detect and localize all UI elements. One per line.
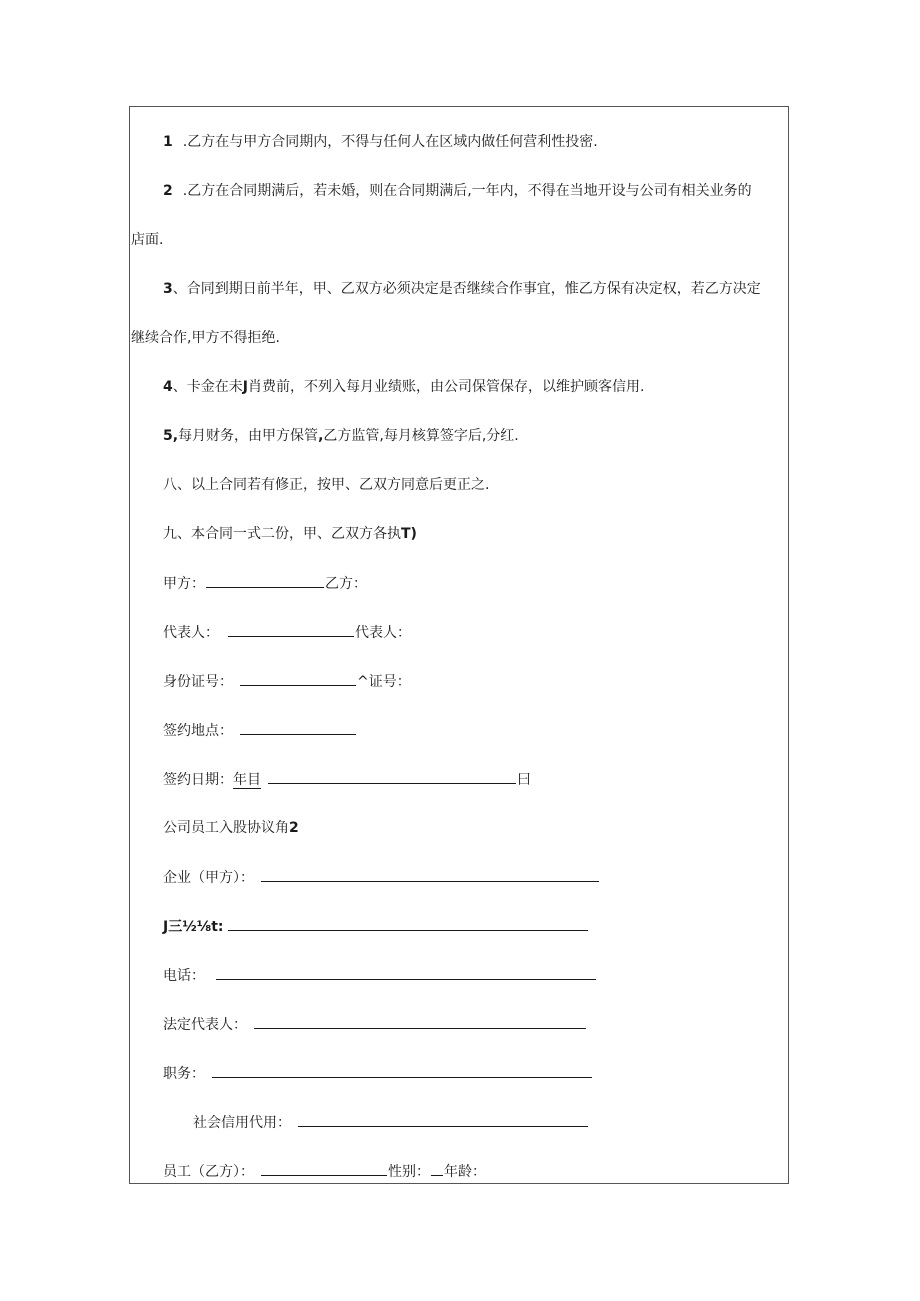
signing-place-label: 签约地点： — [163, 723, 233, 739]
company-blank[interactable] — [261, 867, 599, 882]
clause-number: 2 — [163, 183, 173, 199]
clause-bold-glyph: J — [242, 379, 248, 395]
company-label: 企业（甲方）： — [163, 870, 254, 886]
id-a-label: 身份证号： — [163, 674, 233, 690]
legal-rep-label: 法定代表人： — [163, 1017, 247, 1033]
credit-code-line — [193, 1112, 589, 1133]
clause-text: 、合同到期日前半年，甲、乙双方必须决定是否继续合作事宜，惟乙方保有决定权，若乙方决定 — [172, 281, 761, 297]
clause-number: 4 — [163, 379, 173, 395]
party-line — [163, 573, 367, 594]
clause-5 — [163, 426, 519, 446]
signing-place-line — [163, 720, 357, 741]
id-b-label: ^证号： — [357, 674, 411, 690]
legal-rep-blank[interactable] — [254, 1014, 586, 1029]
phone-blank[interactable] — [216, 965, 596, 980]
employee-line — [163, 1161, 486, 1182]
clause-3 — [163, 279, 761, 299]
credit-code-blank[interactable] — [298, 1112, 588, 1127]
clause-1 — [163, 132, 598, 152]
party-b-label: 乙方： — [325, 576, 367, 592]
credit-code-label: 社会信用代用： — [193, 1115, 291, 1131]
position-label: 职务： — [163, 1066, 205, 1082]
rep-b-label: 代表人： — [355, 625, 411, 641]
clause-text: 每月财务，由甲方保管 — [178, 428, 319, 444]
clause-bold-glyph: , — [318, 428, 324, 444]
clause-number: 5, — [163, 428, 179, 444]
article-9 — [163, 524, 417, 544]
party-a-blank[interactable] — [206, 573, 324, 588]
representative-line — [163, 622, 411, 643]
gender-blank[interactable] — [431, 1161, 443, 1176]
garbled-label: J三½⅛t: — [163, 919, 224, 935]
position-line — [163, 1063, 593, 1084]
address-line — [163, 916, 589, 937]
clause-text-2: 乙方监管,每月核算签字后,分红. — [323, 428, 519, 444]
company-line — [163, 867, 600, 888]
clause-4 — [163, 377, 644, 397]
clause-3-continued: 继续合作,甲方不得拒绝. — [131, 330, 280, 346]
doc2-title-number: 2 — [289, 820, 299, 836]
rep-a-label: 代表人： — [163, 625, 219, 641]
id-number-line — [163, 671, 411, 692]
clause-text: .乙方在合同期满后，若未婚，则在合同期满后,一年内，不得在当地开设与公司有相关业务的 — [182, 183, 752, 199]
article-9-bold: T) — [401, 526, 417, 542]
signing-place-blank[interactable] — [240, 720, 356, 735]
article-8: 八、以上合同若有修正，按甲、乙双方同意后更正之. — [163, 477, 490, 493]
party-a-label: 甲方： — [163, 576, 205, 592]
clause-number: 1 — [163, 134, 173, 150]
clause-text-2: 肖费前，不列入每月业绩账，由公司保管保存，以维护顾客信用. — [247, 379, 645, 395]
rep-a-blank[interactable] — [228, 622, 354, 637]
clause-text: .乙方在与甲方合同期内，不得与任何人在区域内做任何营利性投密. — [182, 134, 598, 150]
clause-text: 、卡金在未 — [172, 379, 243, 395]
signing-date-year-month: 年目 — [233, 772, 261, 788]
signing-date-day: 曰 — [517, 772, 531, 788]
signing-date-label: 签约日期： — [163, 772, 233, 788]
doc2-title-text: 公司员工入股协议角 — [163, 820, 289, 836]
clause-2 — [163, 181, 752, 201]
signing-date-line — [163, 769, 531, 790]
signing-date-blank[interactable] — [268, 769, 516, 784]
phone-line — [163, 965, 597, 986]
article-9-text: 九、本合同一式二份，甲、乙双方各执 — [163, 526, 401, 542]
legal-rep-line — [163, 1014, 587, 1035]
employee-blank[interactable] — [261, 1161, 387, 1176]
id-a-blank[interactable] — [240, 671, 356, 686]
clause-2-continued: 店面. — [131, 232, 164, 248]
age-label: 年龄： — [444, 1164, 486, 1180]
phone-label: 电话： — [163, 968, 205, 984]
clause-number: 3 — [163, 281, 173, 297]
employee-label: 员工（乙方）： — [163, 1164, 254, 1180]
gender-label: 性别： — [388, 1164, 430, 1180]
doc2-title — [163, 818, 299, 838]
garbled-blank[interactable] — [228, 916, 588, 931]
position-blank[interactable] — [212, 1063, 592, 1078]
